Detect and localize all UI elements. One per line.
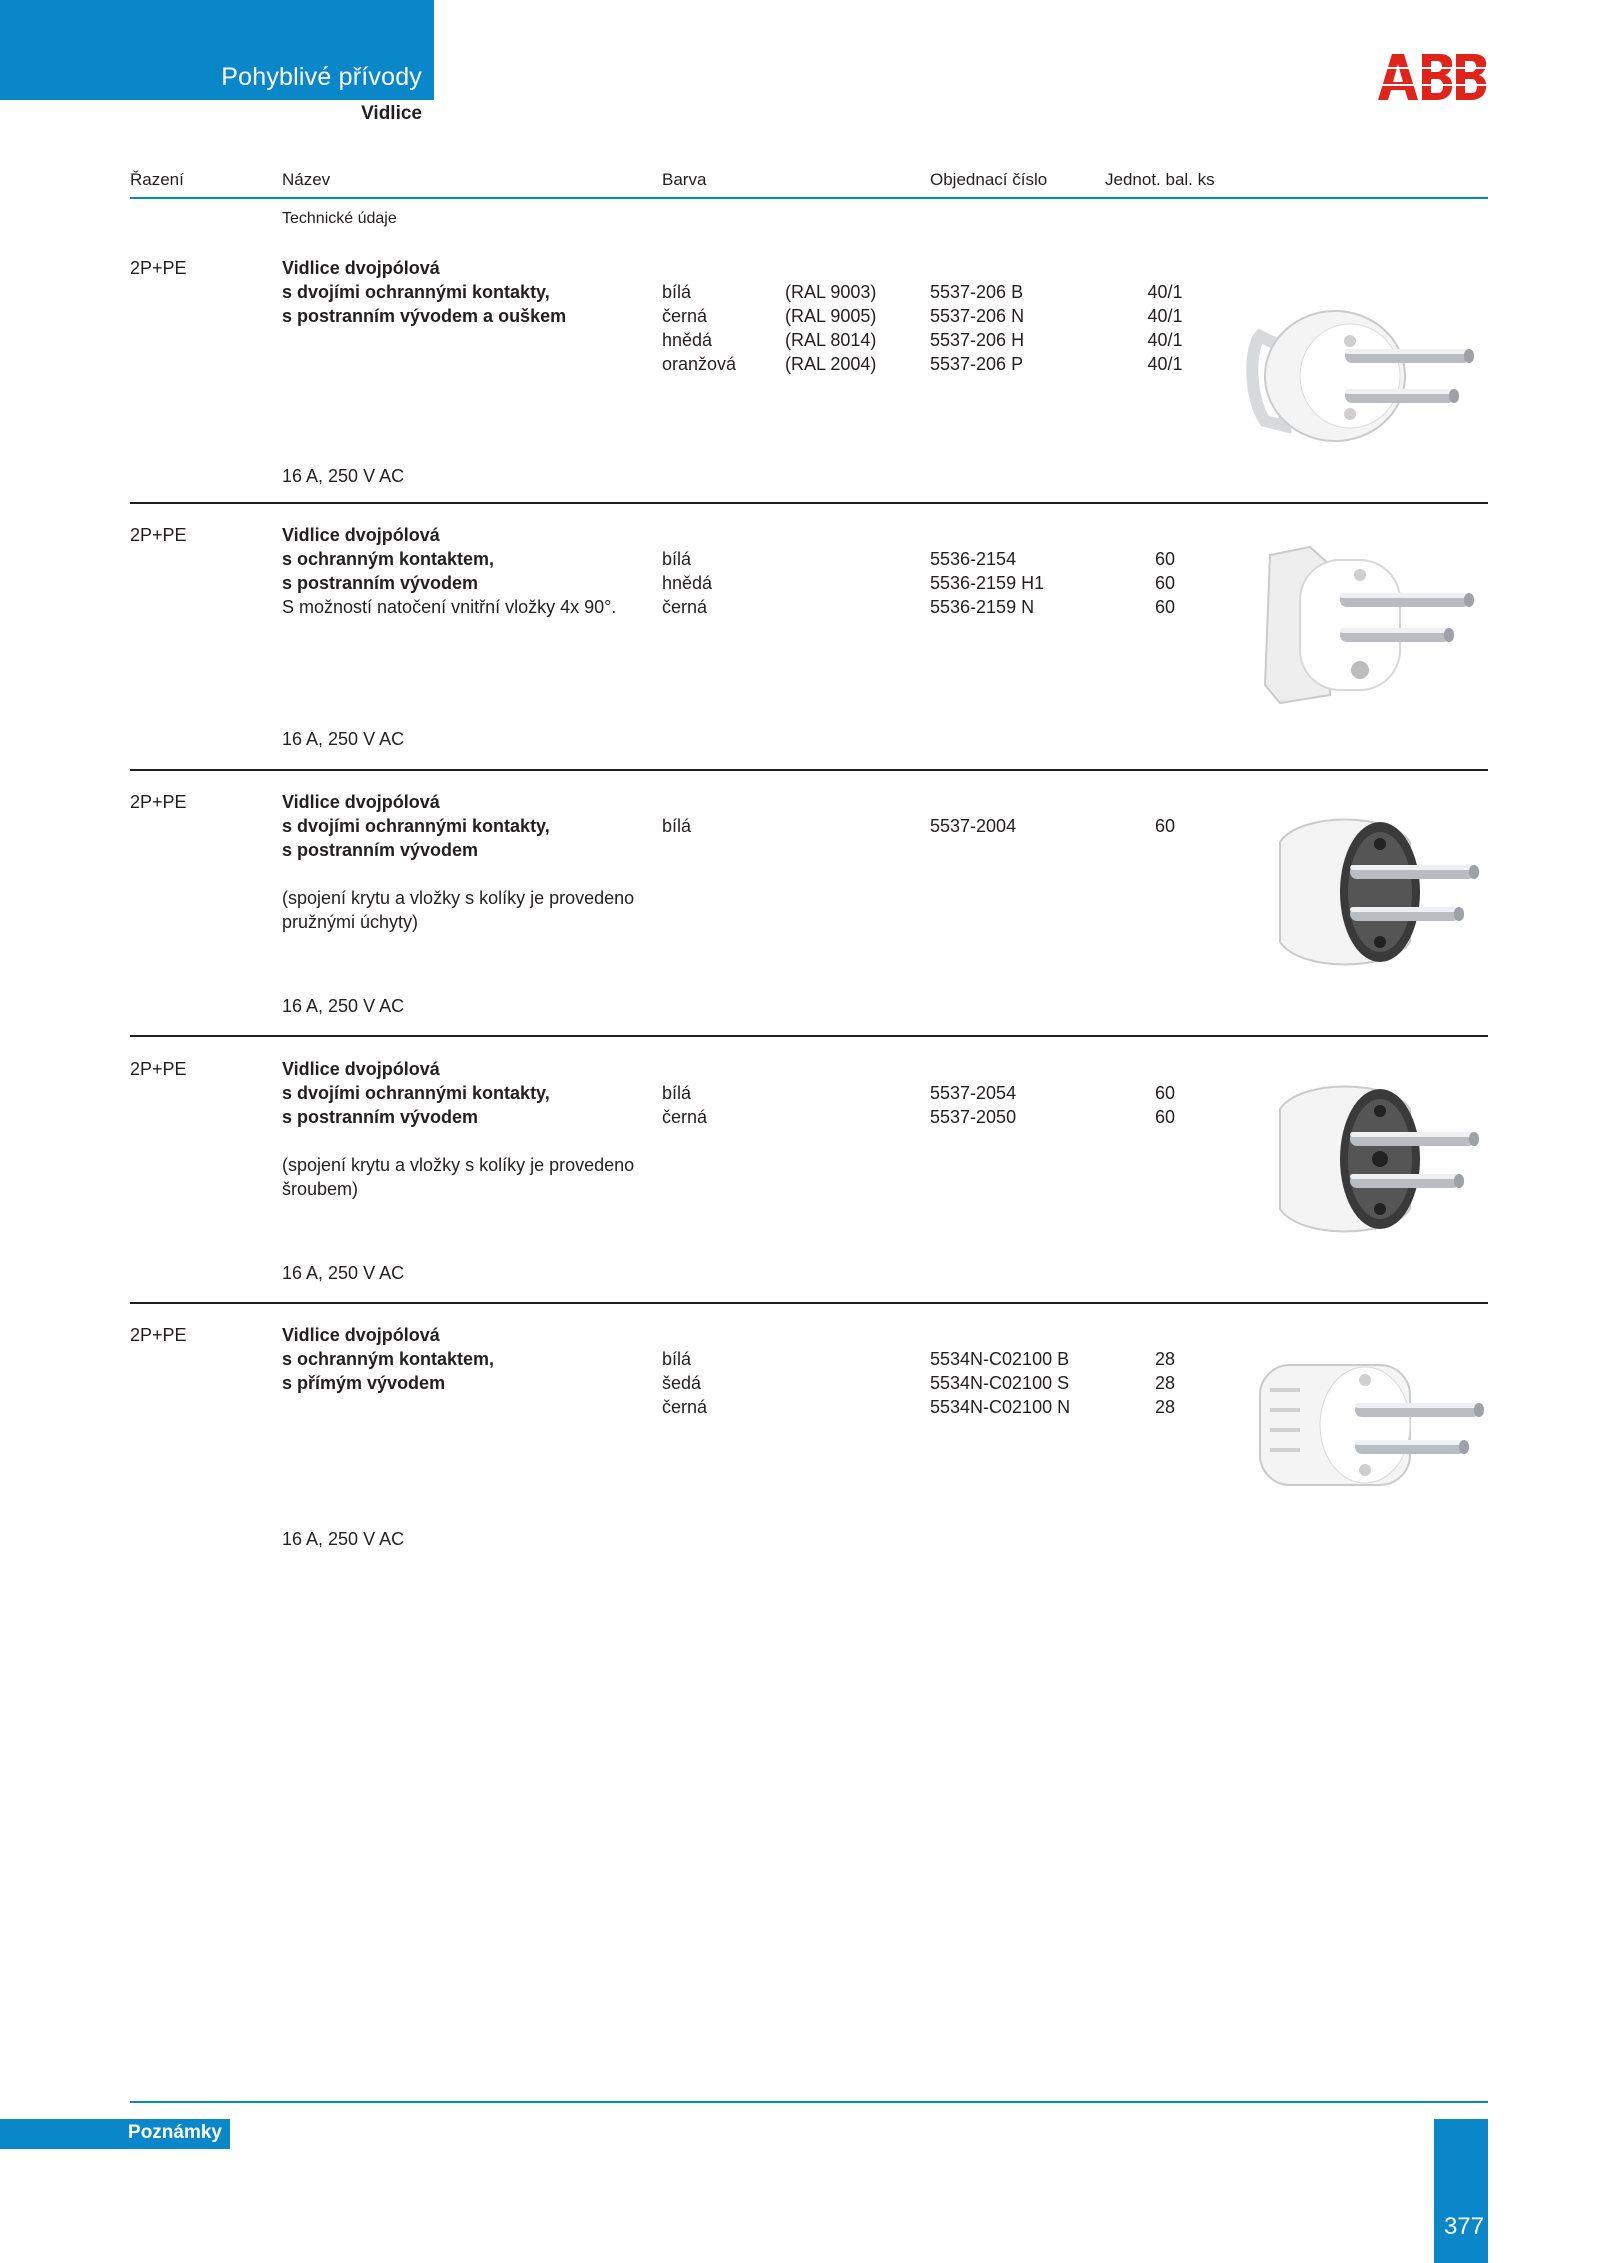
product-tech-spec: 16 A, 250 V AC xyxy=(282,1529,405,1549)
variant-color: hnědá xyxy=(662,573,713,593)
notes-label: Poznámky xyxy=(128,2122,222,2143)
variant-pack-qty: 28 xyxy=(1154,1349,1176,1369)
round-plug-icon xyxy=(1240,802,1500,972)
product-note-line: šroubem) xyxy=(282,1179,359,1199)
product-name-line: s postranním vývodem a ouškem xyxy=(282,306,567,326)
plug-with-handle-icon xyxy=(1240,276,1500,446)
product-name-line: s přímým vývodem xyxy=(282,1373,446,1393)
variant-color: bílá xyxy=(662,1349,692,1369)
product-name-line: Vidlice dvojpólová xyxy=(282,792,440,812)
product-tech-spec: 16 A, 250 V AC xyxy=(282,996,405,1016)
variant-ral: (RAL 9003) xyxy=(785,282,877,302)
product-name-line: s ochranným kontaktem, xyxy=(282,549,495,569)
variant-color: černá xyxy=(662,306,708,326)
variant-color: bílá xyxy=(662,1083,692,1103)
variant-order-code: 5537-206 B xyxy=(930,282,1024,302)
variant-color: bílá xyxy=(662,816,692,836)
product-section xyxy=(0,256,1600,496)
product-name-line: s ochranným kontaktem, xyxy=(282,1349,495,1369)
variant-pack-qty: 40/1 xyxy=(1147,282,1183,302)
product-name-line: s dvojími ochrannými kontakty, xyxy=(282,1083,550,1103)
variant-order-code: 5534N-C02100 N xyxy=(930,1397,1071,1417)
variant-color: oranžová xyxy=(662,354,737,374)
product-name-line: Vidlice dvojpólová xyxy=(282,258,440,278)
variant-color: hnědá xyxy=(662,330,713,350)
product-name-line: s postranním vývodem xyxy=(282,573,479,593)
angled-plug-icon xyxy=(1240,535,1500,705)
variant-color: černá xyxy=(662,1397,708,1417)
variant-pack-qty: 40/1 xyxy=(1147,354,1183,374)
page-subtitle: Vidlice xyxy=(361,103,422,124)
product-name-line: s dvojími ochrannými kontakty, xyxy=(282,816,550,836)
variant-ral: (RAL 2004) xyxy=(785,354,877,374)
column-barva: Barva xyxy=(662,170,707,189)
product-name-line: Vidlice dvojpólová xyxy=(282,525,440,545)
variant-order-code: 5537-2050 xyxy=(930,1107,1017,1127)
variant-order-code: 5534N-C02100 B xyxy=(930,1349,1070,1369)
variant-color: bílá xyxy=(662,549,692,569)
variant-order-code: 5536-2154 xyxy=(930,549,1017,569)
variant-pack-qty: 60 xyxy=(1154,573,1176,593)
variant-color: černá xyxy=(662,597,708,617)
section-rule xyxy=(130,1035,1488,1037)
variant-pack-qty: 28 xyxy=(1154,1373,1176,1393)
product-extra-note: S možností natočení vnitřní vložky 4x 90°. xyxy=(282,597,617,617)
variant-order-code: 5537-206 P xyxy=(930,354,1024,374)
variant-order-code: 5537-2004 xyxy=(930,816,1017,836)
header-rule xyxy=(130,197,1488,199)
page-number: 377 xyxy=(1443,2213,1484,2240)
round-plug-screw-icon xyxy=(1240,1069,1500,1239)
variant-ral: (RAL 8014) xyxy=(785,330,877,350)
product-section xyxy=(0,790,1600,1030)
notes-box xyxy=(0,2119,230,2149)
page-title: Pohyblivé přívody xyxy=(221,63,422,91)
variant-order-code: 5537-206 H xyxy=(930,330,1025,350)
column-objednaci-cislo: Objednací číslo xyxy=(930,170,1048,189)
product-razeni: 2P+PE xyxy=(130,1059,187,1079)
variant-order-code: 5537-206 N xyxy=(930,306,1025,326)
footer-rule xyxy=(130,2101,1488,2103)
product-razeni: 2P+PE xyxy=(130,1325,187,1345)
column-nazev: Název xyxy=(282,170,331,189)
product-tech-spec: 16 A, 250 V AC xyxy=(282,729,405,749)
variant-pack-qty: 60 xyxy=(1154,549,1176,569)
variant-color: bílá xyxy=(662,282,692,302)
variant-pack-qty: 60 xyxy=(1154,1107,1176,1127)
product-note-line: (spojení krytu a vložky s kolíky je provedeno xyxy=(282,888,635,908)
product-razeni: 2P+PE xyxy=(130,525,187,545)
variant-pack-qty: 60 xyxy=(1154,597,1176,617)
section-rule xyxy=(130,1302,1488,1304)
variant-color: černá xyxy=(662,1107,708,1127)
product-section xyxy=(0,1057,1600,1297)
variant-order-code: 5536-2159 H1 xyxy=(930,573,1045,593)
variant-pack-qty: 60 xyxy=(1154,1083,1176,1103)
section-rule xyxy=(130,769,1488,771)
section-rule xyxy=(130,502,1488,504)
product-section xyxy=(0,1323,1600,1563)
product-name-line: s postranním vývodem xyxy=(282,840,479,860)
product-name-line: Vidlice dvojpólová xyxy=(282,1059,440,1079)
product-tech-spec: 16 A, 250 V AC xyxy=(282,466,405,486)
product-note-line: pružnými úchyty) xyxy=(282,912,419,932)
product-section xyxy=(0,523,1600,763)
product-note-line: (spojení krytu a vložky s kolíky je provedeno xyxy=(282,1155,635,1175)
column-technicke-udaje: Technické údaje xyxy=(282,210,397,227)
variant-pack-qty: 28 xyxy=(1154,1397,1176,1417)
column-jednot-bal: Jednot. bal. ks xyxy=(1105,170,1215,189)
variant-ral: (RAL 9005) xyxy=(785,306,877,326)
variant-order-code: 5537-2054 xyxy=(930,1083,1017,1103)
variant-pack-qty: 40/1 xyxy=(1147,306,1183,326)
straight-plug-icon xyxy=(1240,1335,1500,1505)
variant-order-code: 5534N-C02100 S xyxy=(930,1373,1070,1393)
product-razeni: 2P+PE xyxy=(130,792,187,812)
variant-order-code: 5536-2159 N xyxy=(930,597,1035,617)
product-name-line: s dvojími ochrannými kontakty, xyxy=(282,282,550,302)
variant-color: šedá xyxy=(662,1373,702,1393)
product-tech-spec: 16 A, 250 V AC xyxy=(282,1263,405,1283)
product-name-line: Vidlice dvojpólová xyxy=(282,1325,440,1345)
page-number-box xyxy=(1434,2119,1488,2263)
abb-logo xyxy=(1378,52,1488,102)
product-name-line: s postranním vývodem xyxy=(282,1107,479,1127)
variant-pack-qty: 60 xyxy=(1154,816,1176,836)
variant-pack-qty: 40/1 xyxy=(1147,330,1183,350)
column-razeni: Řazení xyxy=(130,170,184,189)
product-razeni: 2P+PE xyxy=(130,258,187,278)
header-bar xyxy=(0,0,434,100)
